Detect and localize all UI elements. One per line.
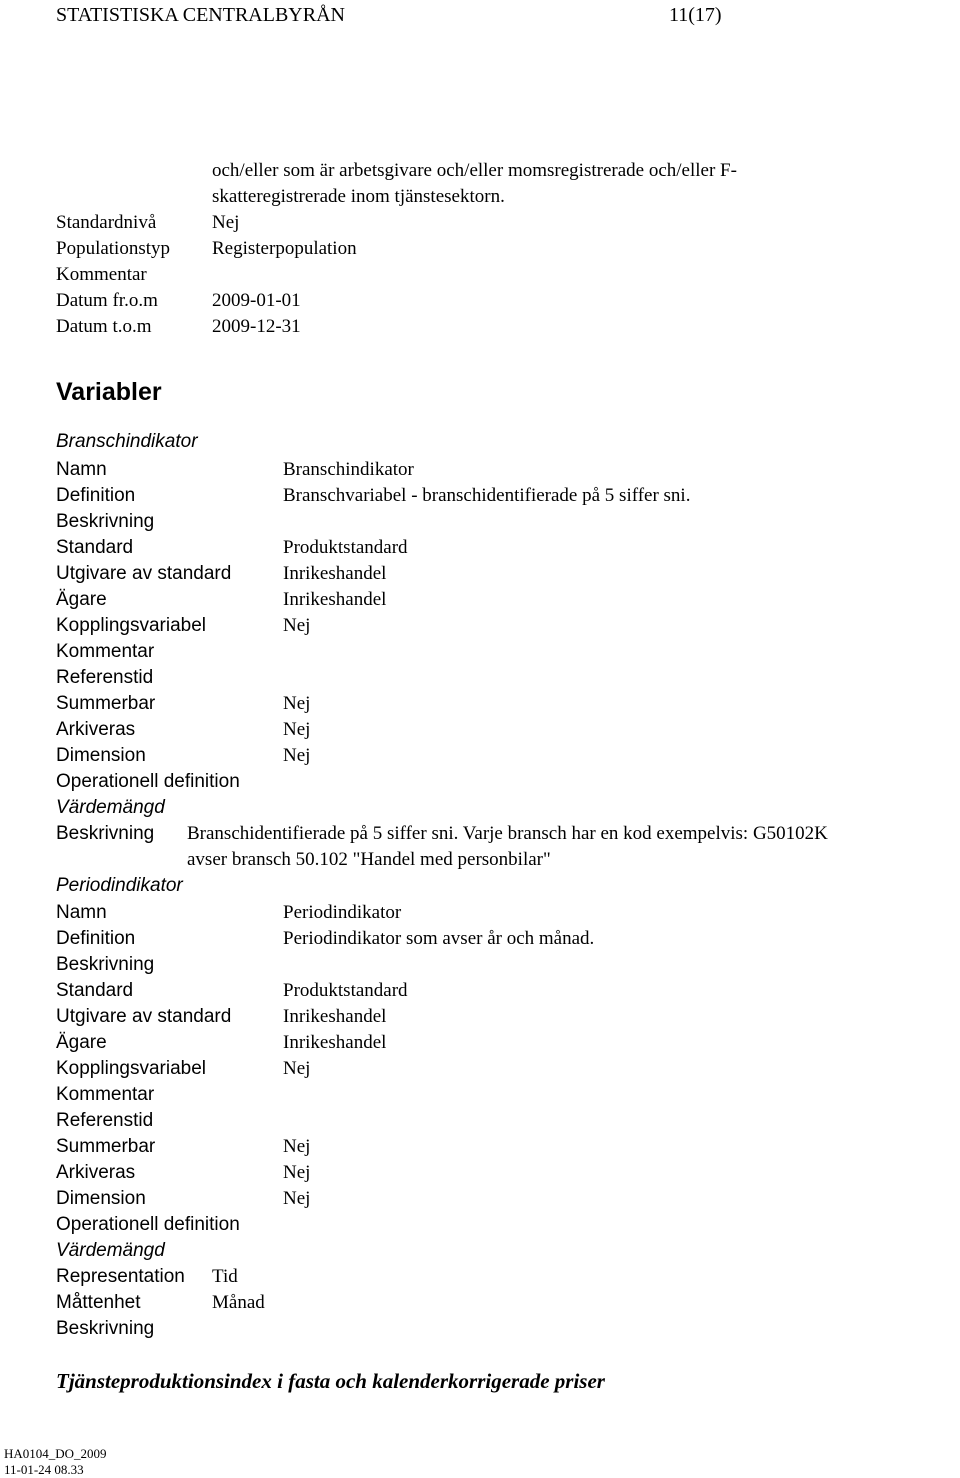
pi-namn-label: Namn [56,902,107,923]
pi-referenstid-label: Referenstid [56,1110,154,1131]
pi-standard-value: Produktstandard [283,980,408,1001]
variables-heading: Variabler [56,378,162,406]
populationstyp-label: Populationstyp [56,238,171,259]
periodindikator-title: Periodindikator [56,875,183,896]
pi-definition-label: Definition [56,928,136,949]
pi-utgivare-label: Utgivare av standard [56,1006,232,1027]
pi-namn-value: Periodindikator [283,902,402,923]
pi-representation-value: Tid [212,1266,238,1287]
pi-summerbar-value: Nej [283,1136,311,1157]
pi-definition-value: Periodindikator som avser år och månad. [283,928,595,949]
branschindikator-title: Branschindikator [56,431,198,452]
pi-dimension-label: Dimension [56,1188,146,1209]
bi-standard-value: Produktstandard [283,537,408,558]
bi-namn-label: Namn [56,459,107,480]
bi-definition-value: Branschvariabel - branschidentifierade på 5 siffer sni. [283,485,691,506]
standardniva-value: Nej [212,212,240,233]
bi-vardemangd-label: Värdemängd [56,797,165,818]
bi-summerbar-value: Nej [283,693,311,714]
bi-summerbar-label: Summerbar [56,693,156,714]
datum-from-value: 2009-01-01 [212,290,301,311]
footer-doc-id: HA0104_DO_2009 [4,1446,107,1461]
bi-namn-value: Branschindikator [283,459,414,480]
bi-dimension-label: Dimension [56,745,146,766]
bi-kopplingsvariabel-value: Nej [283,615,311,636]
standardniva-label: Standardnivå [56,212,157,233]
pi-kommentar-label: Kommentar [56,1084,155,1105]
pi-arkiveras-label: Arkiveras [56,1162,136,1183]
footer-timestamp: 11-01-24 08.33 [4,1462,84,1477]
bi-vm-beskrivning-label: Beskrivning [56,823,155,844]
bi-referenstid-label: Referenstid [56,667,154,688]
pi-representation-label: Representation [56,1266,185,1287]
datum-to-label: Datum t.o.m [56,316,152,337]
pi-arkiveras-value: Nej [283,1162,311,1183]
bi-beskrivning-label: Beskrivning [56,511,155,532]
datum-from-label: Datum fr.o.m [56,290,158,311]
bi-vm-beskrivning-line1: Branschidentifierade på 5 siffer sni. Varje bransch har en kod exempelvis: G50102K [187,823,828,844]
bi-dimension-value: Nej [283,745,311,766]
page-number: 11(17) [669,4,722,26]
bi-kopplingsvariabel-label: Kopplingsvariabel [56,615,206,636]
pi-beskrivning-label: Beskrivning [56,954,155,975]
pi-kopplingsvariabel-label: Kopplingsvariabel [56,1058,206,1079]
population-description-line1: och/eller som är arbetsgivare och/eller momsregistrerade och/eller F- [212,160,737,181]
bi-utgivare-value: Inrikeshandel [283,563,387,584]
bi-agare-label: Ägare [56,589,107,610]
next-section-title: Tjänsteproduktionsindex i fasta och kalenderkorrigerade priser [56,1369,605,1393]
bi-definition-label: Definition [56,485,136,506]
pi-vm-beskrivning-label: Beskrivning [56,1318,155,1339]
bi-arkiveras-value: Nej [283,719,311,740]
bi-standard-label: Standard [56,537,134,558]
pi-utgivare-value: Inrikeshandel [283,1006,387,1027]
pi-operationell-definition-label: Operationell definition [56,1214,240,1235]
bi-utgivare-label: Utgivare av standard [56,563,232,584]
bi-operationell-definition-label: Operationell definition [56,771,240,792]
population-description-line2: skatteregistrerade inom tjänstesektorn. [212,186,505,207]
pi-agare-label: Ägare [56,1032,107,1053]
kommentar-label: Kommentar [56,264,147,285]
populationstyp-value: Registerpopulation [212,238,357,259]
bi-vm-beskrivning-line2: avser bransch 50.102 "Handel med personbilar" [187,849,551,870]
pi-kopplingsvariabel-value: Nej [283,1058,311,1079]
pi-dimension-value: Nej [283,1188,311,1209]
pi-vardemangd-label: Värdemängd [56,1240,165,1261]
pi-agare-value: Inrikeshandel [283,1032,387,1053]
bi-kommentar-label: Kommentar [56,641,155,662]
bi-arkiveras-label: Arkiveras [56,719,136,740]
org-name: STATISTISKA CENTRALBYRÅN [56,4,345,26]
bi-agare-value: Inrikeshandel [283,589,387,610]
pi-standard-label: Standard [56,980,134,1001]
pi-summerbar-label: Summerbar [56,1136,156,1157]
datum-to-value: 2009-12-31 [212,316,301,337]
pi-mattenhet-value: Månad [212,1292,265,1313]
pi-mattenhet-label: Måttenhet [56,1292,141,1313]
